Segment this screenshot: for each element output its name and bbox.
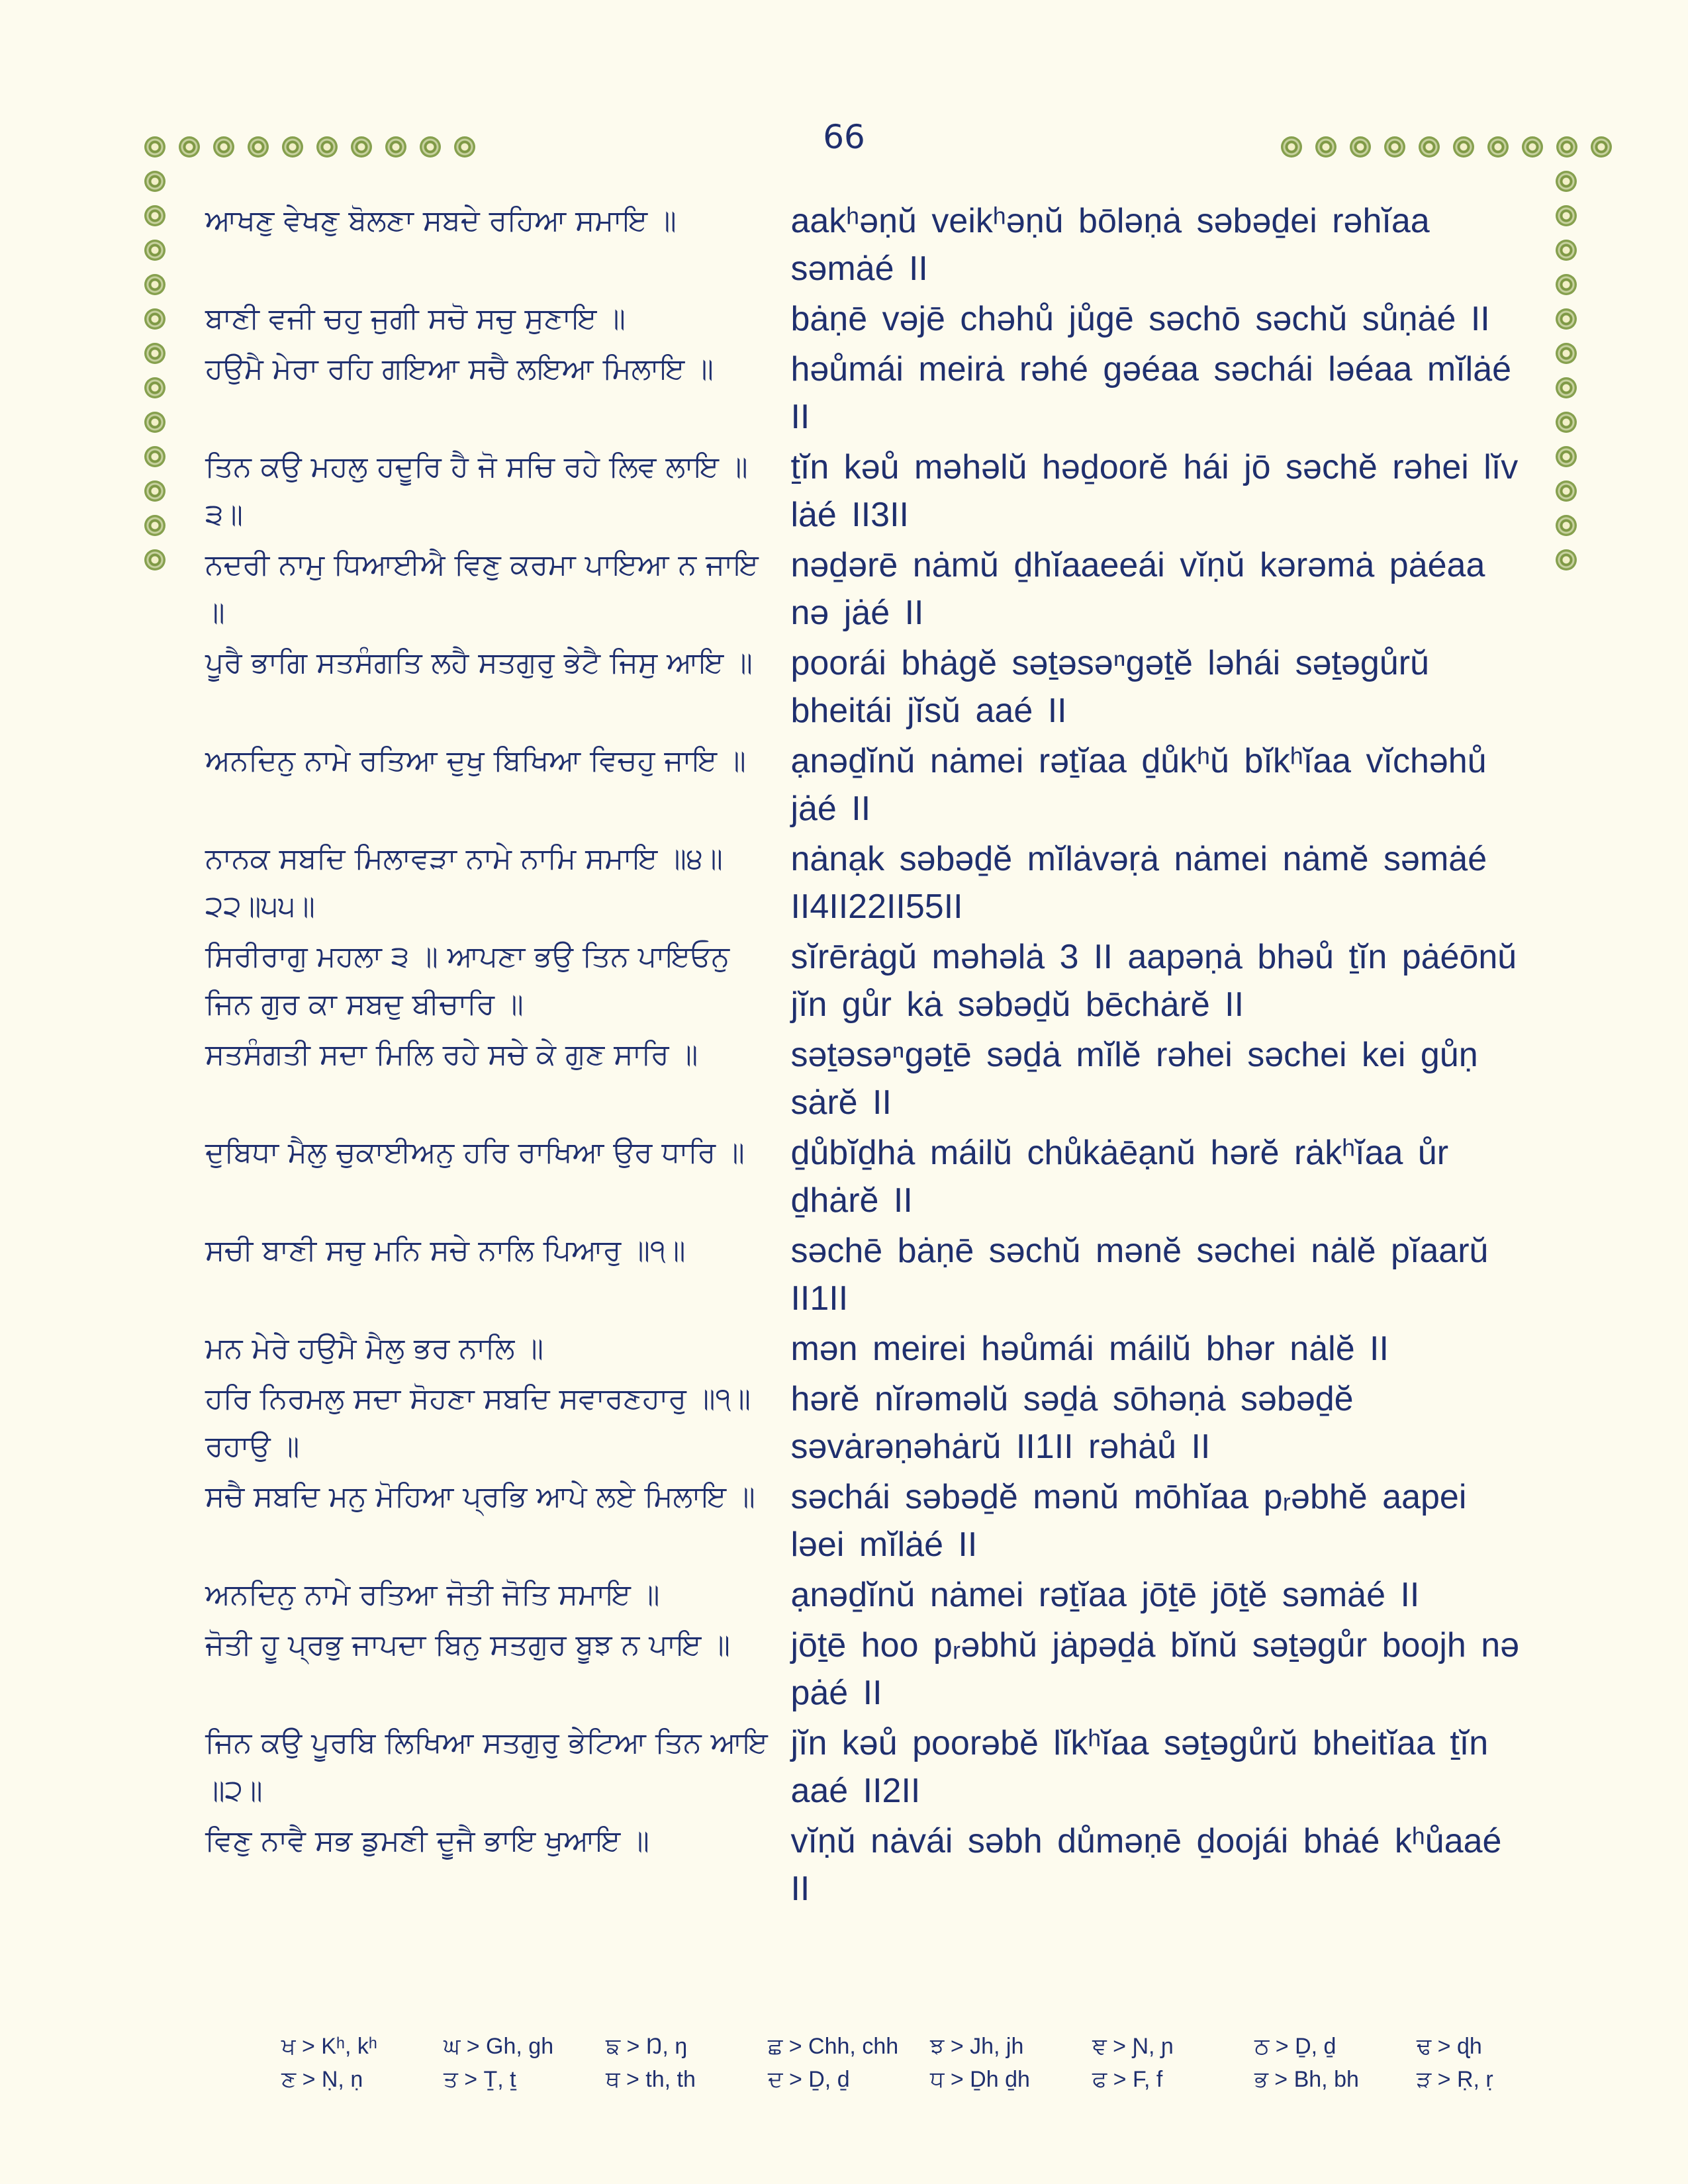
flower-ornament-icon bbox=[385, 136, 406, 158]
flower-ornament-icon bbox=[1487, 136, 1509, 158]
verse-row bbox=[205, 541, 1523, 639]
flower-ornament-icon bbox=[144, 515, 165, 536]
legend-item: ਝ > Jh, jh bbox=[930, 2034, 1024, 2059]
verse-row bbox=[205, 295, 1523, 345]
legend-item: ਫ > F, f bbox=[1092, 2067, 1163, 2092]
verse-row bbox=[205, 1375, 1523, 1473]
flower-ornament-icon bbox=[1556, 515, 1577, 536]
flower-ornament-icon bbox=[1419, 136, 1440, 158]
legend-item: ਛ > Chh, chh bbox=[768, 2034, 899, 2059]
transliteration-line: ḏůbĭḏhȧ máilŭ chůkȧēạnŭ hərĕ rȧkʰĭaa ůr ḏhȧrĕ II bbox=[790, 1134, 1449, 1220]
transliteration-line: səchē bȧṇē səchŭ mənĕ səchei nȧlĕ pĭaarŭ II1II bbox=[790, 1232, 1489, 1318]
flower-ornament-icon bbox=[1315, 136, 1336, 158]
flower-ornament-icon bbox=[1556, 274, 1577, 295]
flower-ornament-icon bbox=[1556, 343, 1577, 364]
flower-ornament-icon bbox=[420, 136, 441, 158]
flower-ornament-icon bbox=[1556, 480, 1577, 502]
verse-row bbox=[205, 1621, 1523, 1719]
page-number: 66 bbox=[823, 118, 865, 156]
legend-item: ਭ > Bh, bh bbox=[1254, 2067, 1359, 2092]
flower-ornament-icon bbox=[144, 480, 165, 502]
verse-row bbox=[205, 1571, 1523, 1621]
flower-ornament-icon bbox=[1453, 136, 1474, 158]
gurmukhi-line: ਆਖਣੁ ਵੇਖਣੁ ਬੋਲਣਾ ਸਬਦੇ ਰਹਿਆ ਸਮਾਇ ॥ bbox=[205, 204, 677, 238]
gurmukhi-line: ਅਨਦਿਨੁ ਨਾਮੇ ਰਤਿਆ ਜੋਤੀ ਜੋਤਿ ਸਮਾਇ ॥ bbox=[205, 1578, 660, 1612]
flower-ornament-icon bbox=[144, 308, 165, 330]
gurmukhi-line: ਪੂਰੈ ਭਾਗਿ ਸਤਸੰਗਤਿ ਲਹੈ ਸਤਗੁਰੁ ਭੇਟੈ ਜਿਸੁ ਆਇ ॥ bbox=[205, 646, 753, 680]
flower-ornament-icon bbox=[316, 136, 338, 158]
transliteration-line: aakʰəṇŭ veikʰəṇŭ bōləṇȧ səbəḏei rəhĭaa səmȧé II bbox=[790, 202, 1430, 288]
gurmukhi-line: ਮਨ ਮੇਰੇ ਹਉਮੈ ਮੈਲੁ ਭਰ ਨਾਲਿ ॥ bbox=[205, 1332, 543, 1365]
flower-ornament-icon bbox=[144, 549, 165, 570]
gurmukhi-line: ਨਦਰੀ ਨਾਮੁ ਧਿਆਈਐ ਵਿਣੁ ਕਰਮਾ ਪਾਇਆ ਨ ਜਾਇ ॥ bbox=[205, 548, 759, 629]
transliteration-line: səṯəsəⁿgəṯē səḏȧ mĭlĕ rəhei səchei kei gůṇ sȧrĕ II bbox=[790, 1036, 1478, 1122]
transliteration-line: nəḏərē nȧmŭ ḏhĭaaeeái vĭṇŭ kərəmȧ pȧéaa nə jȧé II bbox=[790, 546, 1485, 632]
legend-item: ਧ > Ḏh ḏh bbox=[930, 2067, 1030, 2092]
flower-ornament-icon bbox=[1556, 308, 1577, 330]
gurmukhi-line: ਸਿਰੀਰਾਗੁ ਮਹਲਾ ੩ ॥ ਆਪਣਾ ਭਉ ਤਿਨ ਪਾਇਓਨੁ ਜਿਨ ਗੁਰ ਕਾ ਸਬਦੁ ਬੀਚਾਰਿ ॥ bbox=[205, 940, 730, 1021]
flower-ornament-icon bbox=[144, 412, 165, 433]
flower-ornament-icon bbox=[351, 136, 372, 158]
border-top-right bbox=[1281, 136, 1612, 158]
gurmukhi-line: ਦੁਬਿਧਾ ਮੈਲੁ ਚੁਕਾਈਅਨੁ ਹਰਿ ਰਾਖਿਆ ਉਰ ਧਾਰਿ ॥ bbox=[205, 1136, 745, 1169]
gurmukhi-line: ਅਨਦਿਨੁ ਨਾਮੇ ਰਤਿਆ ਦੁਖੁ ਬਿਖਿਆ ਵਿਚਹੁ ਜਾਇ ॥ bbox=[205, 744, 746, 778]
verse-row bbox=[205, 737, 1523, 835]
flower-ornament-icon bbox=[1591, 136, 1612, 158]
legend-item: ਣ > Ṇ, ṇ bbox=[281, 2067, 363, 2092]
verse-row bbox=[205, 1325, 1523, 1375]
transliteration-line: jĭn kəů poorəbĕ lĭkʰĭaa səṯəgůrŭ bheitĭaa ṯĭn aaé II2II bbox=[790, 1724, 1489, 1810]
verse-row bbox=[205, 1473, 1523, 1571]
verse-table bbox=[205, 197, 1523, 1915]
verse-row bbox=[205, 1129, 1523, 1227]
flower-ornament-icon bbox=[144, 446, 165, 467]
flower-ornament-icon bbox=[1556, 446, 1577, 467]
verse-row bbox=[205, 1031, 1523, 1129]
transliteration-line: ṯĭn kəů məhəlŭ həḏoorĕ hái jō səchĕ rəhei lĭv lȧé II3II bbox=[790, 448, 1519, 534]
transliteration-line: mən meirei həůmái máilŭ bhər nȧlĕ II bbox=[790, 1330, 1389, 1368]
transliteration-line: nȧnạk səbəḏĕ mĭlȧvəṛȧ nȧmei nȧmĕ səmȧé II4II22II55II bbox=[790, 840, 1487, 926]
flower-ornament-icon bbox=[1281, 136, 1302, 158]
legend-item: ਤ > Ṯ, ṯ bbox=[444, 2067, 516, 2092]
transliteration-line: həůmái meirȧ rəhé gəéaa səchái ləéaa mĭlȧé II bbox=[790, 350, 1512, 436]
gurmukhi-line: ਜੋਤੀ ਹੂ ਪ੍ਰਭੁ ਜਾਪਦਾ ਬਿਨੁ ਸਤਗੁਰ ਬੂਝ ਨ ਪਾਇ ॥ bbox=[205, 1628, 731, 1662]
flower-ornament-icon bbox=[144, 274, 165, 295]
flower-ornament-icon bbox=[179, 136, 200, 158]
gurmukhi-line: ਹਉਮੈ ਮੇਰਾ ਰਹਿ ਗਇਆ ਸਚੈ ਲਇਆ ਮਿਲਾਇ ॥ bbox=[205, 352, 714, 386]
transliteration-line: səchái səbəḏĕ mənŭ mōhĭaa pᵣəbhĕ aapei ləei mĭlȧé II bbox=[790, 1478, 1467, 1564]
flower-ornament-icon bbox=[1556, 377, 1577, 398]
gurmukhi-line: ਸਚੀ ਬਾਣੀ ਸਚੁ ਮਨਿ ਸਚੇ ਨਾਲਿ ਪਿਆਰੁ ॥੧॥ bbox=[205, 1234, 686, 1267]
verse-row bbox=[205, 835, 1523, 933]
flower-ornament-icon bbox=[1384, 136, 1405, 158]
legend-item: ਞ > Ɲ, ɲ bbox=[1092, 2034, 1174, 2059]
flower-ornament-icon bbox=[1556, 412, 1577, 433]
gurmukhi-line: ਨਾਨਕ ਸਬਦਿ ਮਿਲਾਵੜਾ ਨਾਮੇ ਨਾਮਿ ਸਮਾਇ ॥੪॥੨੨॥੫੫॥ bbox=[205, 842, 723, 923]
flower-ornament-icon bbox=[1556, 136, 1577, 158]
gurmukhi-line: ਸਤਸੰਗਤੀ ਸਦਾ ਮਿਲਿ ਰਹੇ ਸਚੇ ਕੇ ਗੁਣ ਸਾਰਿ ॥ bbox=[205, 1038, 698, 1071]
verse-row bbox=[205, 639, 1523, 737]
flower-ornament-icon bbox=[144, 377, 165, 398]
legend-item: ਠ > Ḏ, ḏ bbox=[1254, 2034, 1336, 2059]
transliteration-line: hərĕ nĭrəməlŭ səḏȧ sōhəṇȧ səbəḏĕ səvȧrəṇəhȧrŭ II1II rəhȧů II bbox=[790, 1380, 1354, 1466]
transliteration-line: poorái bhȧgĕ səṯəsəⁿgəṯĕ ləhái səṯəgůrŭ bheitái jĭsŭ aaé II bbox=[790, 644, 1429, 730]
transliteration-line: ạnəḏĭnŭ nȧmei rəṯĭaa ḏůkʰŭ bĭkʰĭaa vĭchəhů jȧé II bbox=[790, 742, 1487, 828]
flower-ornament-icon bbox=[213, 136, 234, 158]
gurmukhi-line: ਵਿਣੁ ਨਾਵੈ ਸਭ ਡੁਮਣੀ ਦੂਜੈ ਭਾਇ ਖੁਆਇ ॥ bbox=[205, 1824, 649, 1858]
flower-ornament-icon bbox=[144, 205, 165, 226]
gurmukhi-line: ਸਚੈ ਸਬਦਿ ਮਨੁ ਮੋਹਿਆ ਪ੍ਰਭਿ ਆਪੇ ਲਏ ਮਿਲਾਇ ॥ bbox=[205, 1480, 755, 1514]
flower-ornament-icon bbox=[1556, 205, 1577, 226]
legend-item: ਦ > Ḏ, ḏ bbox=[768, 2067, 850, 2092]
legend-item: ਘ > Gh, gh bbox=[444, 2034, 554, 2059]
flower-ornament-icon bbox=[1556, 549, 1577, 570]
transliteration-line: jōṯē hoo pᵣəbhŭ jȧpəḏȧ bĭnŭ səṯəgůr boojh nə pȧé II bbox=[790, 1626, 1520, 1712]
transliteration-legend bbox=[281, 2034, 1579, 2100]
flower-ornament-icon bbox=[144, 136, 165, 158]
border-top-left bbox=[144, 136, 475, 158]
flower-ornament-icon bbox=[144, 343, 165, 364]
verse-row bbox=[205, 345, 1523, 443]
gurmukhi-line: ਹਰਿ ਨਿਰਮਲੁ ਸਦਾ ਸੋਹਣਾ ਸਬਦਿ ਸਵਾਰਣਹਾਰੁ ॥੧॥ ਰਹਾਉ ॥ bbox=[205, 1382, 751, 1463]
flower-ornament-icon bbox=[144, 171, 165, 192]
flower-ornament-icon bbox=[454, 136, 475, 158]
gurmukhi-line: ਜਿਨ ਕਉ ਪੂਰਬਿ ਲਿਖਿਆ ਸਤਗੁਰੁ ਭੇਟਿਆ ਤਿਨ ਆਇ ॥੨॥ bbox=[205, 1726, 768, 1807]
gurmukhi-line: ਬਾਣੀ ਵਜੀ ਚਹੁ ਜੁਗੀ ਸਚੋ ਸਚੁ ਸੁਣਾਇ ॥ bbox=[205, 302, 626, 336]
flower-ornament-icon bbox=[282, 136, 303, 158]
flower-ornament-icon bbox=[144, 240, 165, 261]
transliteration-line: vĭṇŭ nȧvái səbh důməṇē ḏoojái bhȧé kʰůaaé II bbox=[790, 1822, 1502, 1908]
verse-row bbox=[205, 1817, 1523, 1915]
border-left bbox=[144, 171, 165, 570]
transliteration-line: ạnəḏĭnŭ nȧmei rəṯĭaa jōṯē jōṯĕ səmȧé II bbox=[790, 1576, 1420, 1614]
legend-row bbox=[281, 2067, 1579, 2100]
legend-item: ਖ > Kʰ, kʰ bbox=[281, 2034, 377, 2059]
gurmukhi-line: ਤਿਨ ਕਉ ਮਹਲੁ ਹਦੂਰਿ ਹੈ ਜੋ ਸਚਿ ਰਹੇ ਲਿਵ ਲਾਇ ॥੩॥ bbox=[205, 450, 748, 531]
verse-row bbox=[205, 197, 1523, 295]
transliteration-line: sĭrērȧgŭ məhəlȧ 3 II aapəṇȧ bhəů ṯĭn pȧéōnŭ jĭn gůr kȧ səbəḏŭ bēchȧrĕ II bbox=[790, 938, 1517, 1024]
legend-item: ਢ > ɖh bbox=[1417, 2034, 1482, 2059]
flower-ornament-icon bbox=[1522, 136, 1543, 158]
verse-row bbox=[205, 1227, 1523, 1325]
flower-ornament-icon bbox=[248, 136, 269, 158]
transliteration-line: bȧṇē vəjē chəhů jůgē səchō səchŭ sůṇȧé II bbox=[790, 300, 1490, 338]
flower-ornament-icon bbox=[1350, 136, 1371, 158]
verse-row bbox=[205, 443, 1523, 541]
flower-ornament-icon bbox=[1556, 240, 1577, 261]
flower-ornament-icon bbox=[1556, 171, 1577, 192]
legend-item: ੜ > Ṛ, ṛ bbox=[1417, 2067, 1493, 2092]
verse-row bbox=[205, 1719, 1523, 1817]
legend-row bbox=[281, 2034, 1579, 2067]
verse-row bbox=[205, 933, 1523, 1031]
legend-item: ਥ > th, th bbox=[606, 2067, 696, 2092]
legend-item: ਙ > Ŋ, ŋ bbox=[606, 2034, 688, 2059]
border-right bbox=[1556, 171, 1577, 570]
